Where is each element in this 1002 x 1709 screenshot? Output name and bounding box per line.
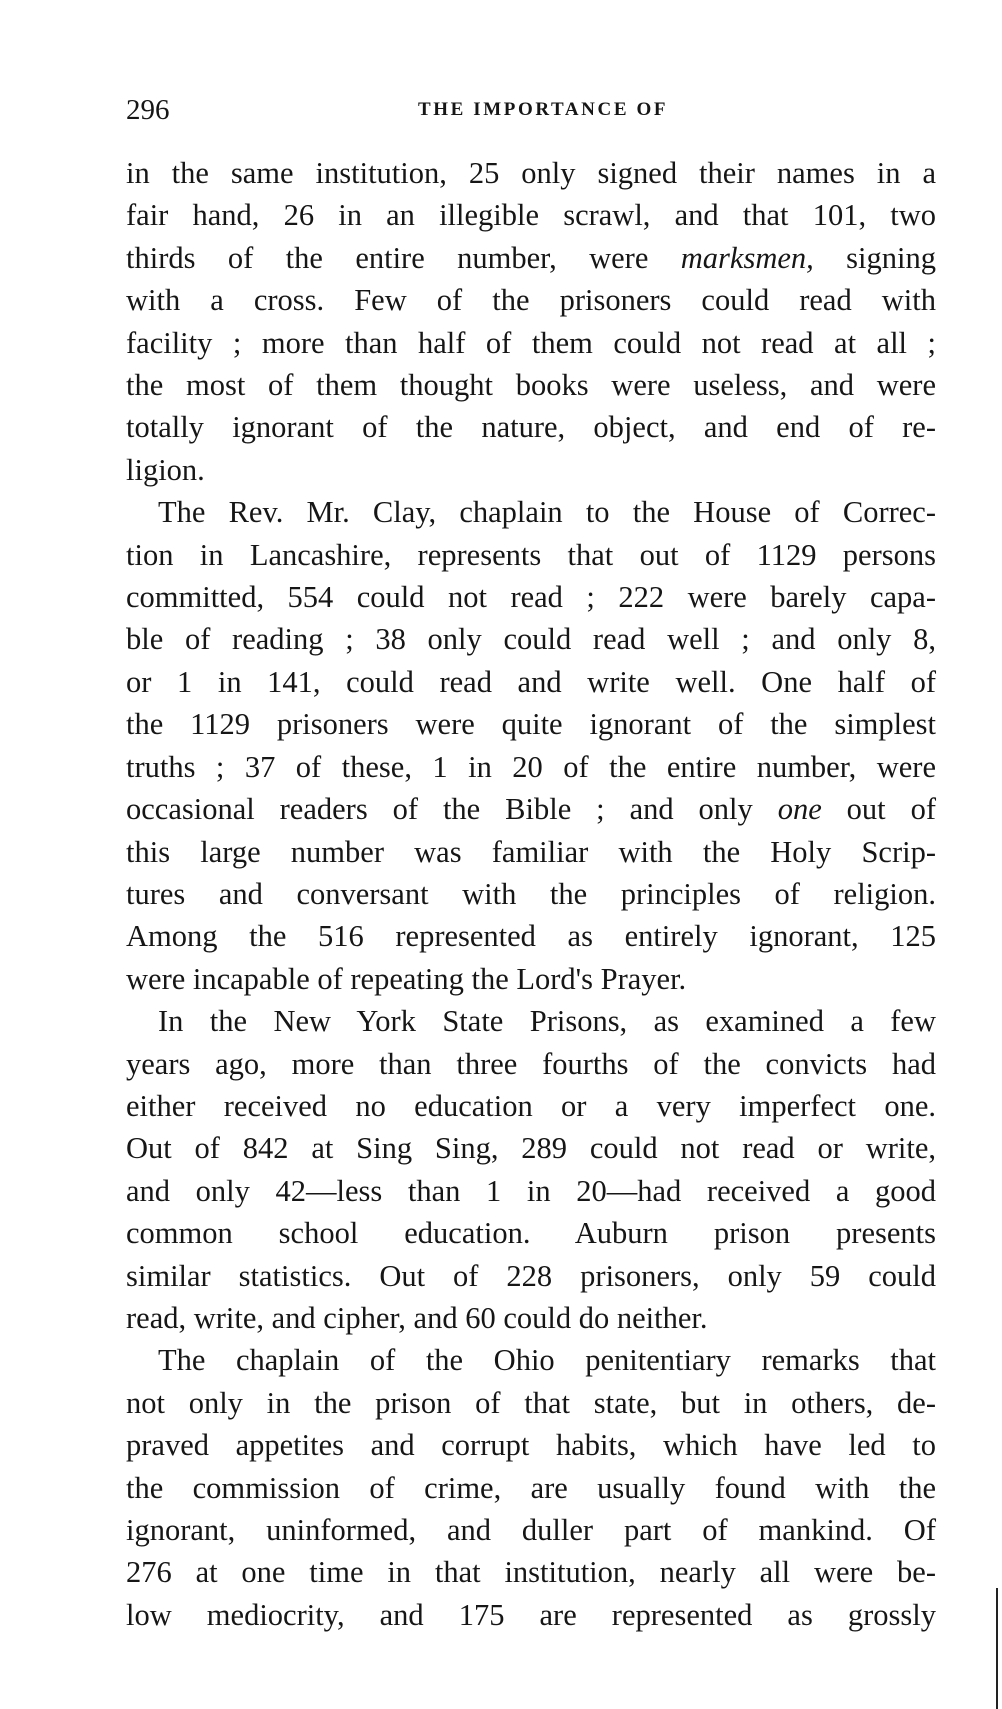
text-line: low mediocrity, and 175 are represented as grossly [126, 1597, 936, 1632]
text-line: totally ignorant of the nature, object, and end of re- [126, 410, 936, 445]
text-line: Among the 516 represented as entirely ignorant, 125 [126, 919, 936, 954]
page-number: 296 [126, 94, 170, 126]
text-line: truths ; 37 of these, 1 in 20 of the entire number, were [126, 749, 936, 784]
text-line: Out of 842 at Sing Sing, 289 could not read or write, [126, 1131, 936, 1166]
running-title: THE IMPORTANCE OF [417, 99, 669, 120]
text-line: and only 42—less than 1 in 20—had received a good [126, 1173, 936, 1208]
paragraph-1 [126, 152, 936, 491]
text-line: tures and conversant with the principles of religion. [126, 876, 936, 911]
text-line: the commission of crime, are usually found with the [126, 1470, 936, 1505]
text-line: with a cross. Few of the prisoners could read with [126, 283, 936, 318]
running-head [126, 92, 936, 128]
text-line: 276 at one time in that institution, nearly all were be- [126, 1555, 936, 1590]
text-line: this large number was familiar with the Holy Scrip- [126, 834, 936, 869]
text-line: praved appetites and corrupt habits, which have led to [126, 1428, 936, 1463]
page-edge-line [996, 1588, 998, 1709]
emphasis-one: one [777, 792, 822, 827]
emphasis-marksmen: marksmen, [680, 240, 814, 275]
text-line: committed, 554 could not read ; 222 were barely capa- [126, 580, 936, 615]
text-line-with-emphasis: occasional readers of the Bible ; and only one out of [126, 792, 936, 827]
text-line: ignorant, uninformed, and duller part of mankind. Of [126, 1513, 936, 1547]
text-line: tion in Lancashire, represents that out of 1129 persons [126, 537, 936, 572]
text-line: The chaplain of the Ohio penitentiary remarks that [158, 1343, 936, 1378]
text-line: or 1 in 141, could read and write well. One half of [126, 664, 936, 699]
text-line-with-emphasis: thirds of the entire number, were marksmen, signing [126, 240, 936, 275]
text-line: in the same institution, 25 only signed their names in a [126, 156, 936, 190]
text-line: not only in the prison of that state, but in others, de- [126, 1385, 936, 1420]
text-line: were incapable of repeating the Lord's Prayer. [126, 961, 687, 996]
text-line: the most of them thought books were useless, and were [126, 368, 936, 403]
text-line: fair hand, 26 in an illegible scrawl, and that 101, two [126, 198, 936, 233]
text-line: similar statistics. Out of 228 prisoners, only 59 could [126, 1258, 936, 1293]
text-line: ligion. [126, 452, 205, 487]
text-line: years ago, more than three fourths of the convicts had [126, 1046, 936, 1081]
paragraph-4 [126, 1339, 936, 1636]
paragraph-2 [126, 491, 936, 1000]
text-line: either received no education or a very imperfect one. [126, 1088, 936, 1123]
text-line: The Rev. Mr. Clay, chaplain to the House of Correc- [158, 495, 936, 530]
text-line: ble of reading ; 38 only could read well ; and only 8, [126, 622, 936, 657]
text-line: common school education. Auburn prison presents [126, 1216, 936, 1251]
text-line: read, write, and cipher, and 60 could do neither. [126, 1300, 708, 1335]
text-line: the 1129 prisoners were quite ignorant of the simplest [126, 707, 936, 742]
body-text [126, 152, 936, 1636]
text-line: In the New York State Prisons, as examined a few [158, 1004, 936, 1039]
paragraph-3 [126, 1000, 936, 1339]
text-line: facility ; more than half of them could not read at all ; [126, 325, 936, 360]
